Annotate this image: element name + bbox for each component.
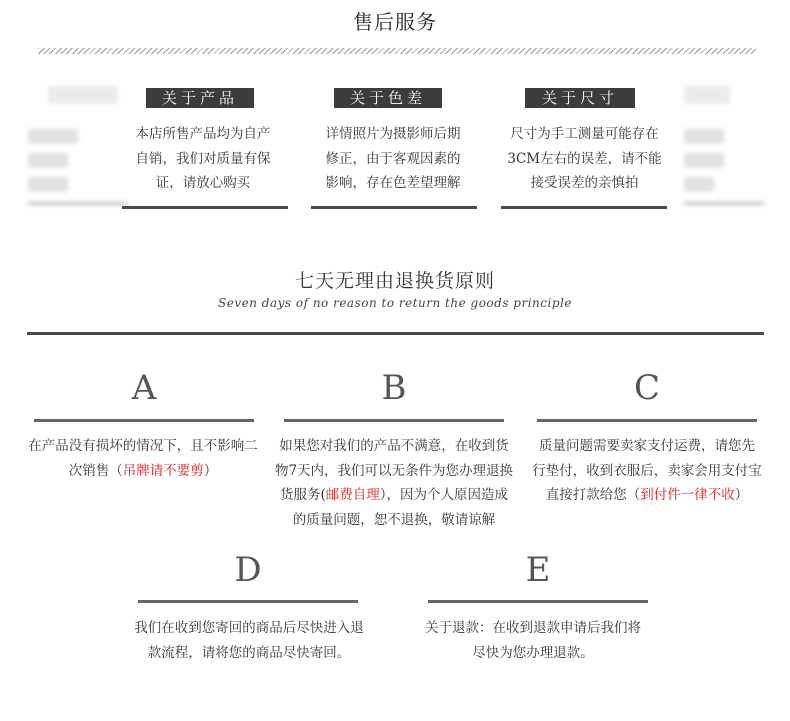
- card-underline: [501, 206, 667, 209]
- item-line: 质量问题需要卖家支付运费，请您先: [539, 438, 755, 454]
- card-line-text: 3CM左右的误差，请不能: [507, 150, 662, 167]
- card-line-text: 自销，我们对质量有保: [135, 150, 271, 167]
- hatched-divider: [38, 48, 756, 54]
- letter-e: E: [525, 550, 551, 590]
- card-product: [118, 88, 288, 209]
- card-line-text: 证，请放心购买: [155, 175, 251, 191]
- card-badge: 关于尺寸: [525, 88, 635, 108]
- item-line: 货服务(邮费自理），因为个人原因造成: [279, 487, 509, 503]
- ghost-card-right: [684, 86, 774, 205]
- item-line: 款流程，请将您的商品尽快寄回。: [147, 644, 351, 661]
- letter-a: A: [131, 368, 157, 408]
- item-line: 行垫付，收到衣服后，卖家会用支付宝: [532, 462, 762, 479]
- ghost-line: [28, 202, 128, 205]
- card-underline: [311, 206, 477, 209]
- item-line: 我们在收到您寄回的商品后尽快进入退: [134, 620, 364, 636]
- policy-divider: [27, 332, 764, 335]
- card-color: [308, 88, 478, 209]
- policy-item-b: [270, 434, 518, 532]
- rule-d: [138, 600, 358, 603]
- policy-item-a: [20, 434, 266, 483]
- policy-item-d: [124, 616, 374, 665]
- item-line: 关于退款：在收到退款申请后我们将: [425, 620, 641, 636]
- rule-c: [537, 419, 757, 422]
- card-line-text: 本店所售产品均为自产: [135, 126, 271, 142]
- card-underline: [122, 206, 288, 209]
- letter-b: B: [381, 368, 407, 408]
- item-line: 的质量问题，恕不退换，敬请谅解: [292, 511, 496, 528]
- rule-b: [284, 419, 504, 422]
- ghost-badge: [48, 86, 118, 104]
- ghost-badge: [684, 86, 730, 104]
- card-line-text: 修正，由于客观因素的: [325, 150, 461, 167]
- rule-a: [34, 419, 254, 422]
- red-note: 到付件一律不收: [640, 487, 735, 503]
- letter-d: D: [234, 550, 262, 590]
- card-size: [497, 88, 672, 209]
- card-line-text: 影响，存在色差望理解: [325, 175, 461, 191]
- page-title: 售后服务: [353, 10, 437, 34]
- item-line: 如果您对我们的产品不满意，在收到货: [279, 438, 509, 454]
- ghost-card-left: [28, 86, 128, 205]
- policy-item-e: [410, 616, 656, 665]
- item-line: 尽快为您办理退款。: [472, 644, 594, 661]
- red-note: 邮费自理: [325, 487, 380, 503]
- ghost-text: ▓▓▓▓▓ ▓▓▓▓ ▓▓▓▓: [28, 130, 78, 193]
- card-line-text: 接受误差的亲慎拍: [530, 175, 639, 191]
- card-badge: 关于色差: [334, 88, 442, 108]
- rule-e: [428, 600, 648, 603]
- policy-item-c: [524, 434, 770, 508]
- policy-subtitle: Seven days of no reason to return the goods principle: [218, 296, 572, 310]
- item-line: 在产品没有损坏的情况下，且不影响二: [28, 438, 258, 454]
- item-line: 物7天内，我们可以无条件为您办理退换: [274, 462, 514, 479]
- ghost-text: ▓▓▓▓ ▓▓▓▓ ▓▓▓: [684, 130, 724, 193]
- card-text: [308, 122, 478, 196]
- card-badge: 关于产品: [146, 88, 254, 108]
- card-text: [118, 122, 288, 196]
- policy-title: 七天无理由退换货原则: [294, 270, 495, 292]
- red-note: 吊牌请不要剪: [122, 462, 204, 479]
- item-line: 直接打款给您（到付件一律不收）: [545, 487, 749, 503]
- card-line-text: 尺寸为手工测量可能存在: [510, 126, 659, 142]
- ghost-line: [684, 202, 764, 205]
- item-line: 次销售（吊牌请不要剪）: [68, 462, 218, 479]
- letter-c: C: [633, 368, 660, 408]
- card-line-text: 详情照片为摄影师后期: [325, 126, 461, 142]
- card-text: [497, 122, 672, 196]
